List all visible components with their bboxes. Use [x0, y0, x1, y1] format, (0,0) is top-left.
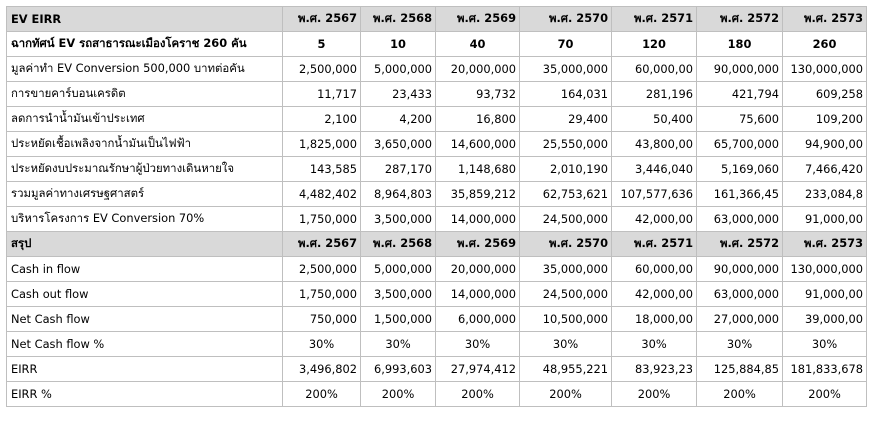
cell-value: 7,466,420 — [783, 157, 867, 182]
row-label: การขายคาร์บอนเครดิต — [7, 82, 283, 107]
cell-value: 27,974,412 — [436, 357, 520, 382]
cell-value: 20,000,000 — [436, 257, 520, 282]
cell-value: 125,884,85 — [697, 357, 783, 382]
cell-value: 233,084,8 — [783, 182, 867, 207]
cell-value: 14,000,000 — [436, 282, 520, 307]
year-header: พ.ศ. 2568 — [361, 232, 436, 257]
cell-value: 40 — [436, 32, 520, 57]
cell-value: 200% — [612, 382, 697, 407]
cell-value: 287,170 — [361, 157, 436, 182]
cell-value: 750,000 — [283, 307, 361, 332]
cell-value: 14,000,000 — [436, 207, 520, 232]
cell-value: 65,700,000 — [697, 132, 783, 157]
cell-value: 5,169,060 — [697, 157, 783, 182]
cell-value: 18,000,00 — [612, 307, 697, 332]
row-label: ฉากทัศน์ EV รถสาธารณะเมืองโคราช 260 คัน — [7, 32, 283, 57]
cell-value: 130,000,000 — [783, 57, 867, 82]
cell-value: 60,000,00 — [612, 57, 697, 82]
cell-value: 30% — [361, 332, 436, 357]
cell-value: 2,010,190 — [520, 157, 612, 182]
year-header: พ.ศ. 2567 — [283, 232, 361, 257]
row-label: Net Cash flow % — [7, 332, 283, 357]
cell-value: 2,100 — [283, 107, 361, 132]
cell-value: 609,258 — [783, 82, 867, 107]
cell-value: 8,964,803 — [361, 182, 436, 207]
cell-value: 109,200 — [783, 107, 867, 132]
cell-value: 3,496,802 — [283, 357, 361, 382]
year-header: พ.ศ. 2573 — [783, 232, 867, 257]
cell-value: 30% — [612, 332, 697, 357]
cell-value: 39,000,00 — [783, 307, 867, 332]
year-header: พ.ศ. 2572 — [697, 232, 783, 257]
table-row — [7, 107, 867, 132]
cell-value: 421,794 — [697, 82, 783, 107]
cell-value: 2,500,000 — [283, 257, 361, 282]
cell-value: 3,500,000 — [361, 207, 436, 232]
section1-header-row — [7, 7, 867, 32]
cell-value: 35,859,212 — [436, 182, 520, 207]
cell-value: 164,031 — [520, 82, 612, 107]
row-label: Cash out flow — [7, 282, 283, 307]
year-header: พ.ศ. 2569 — [436, 7, 520, 32]
year-header: พ.ศ. 2570 — [520, 7, 612, 32]
cell-value: 20,000,000 — [436, 57, 520, 82]
cell-value: 11,717 — [283, 82, 361, 107]
cell-value: 200% — [361, 382, 436, 407]
cell-value: 1,148,680 — [436, 157, 520, 182]
cell-value: 42,000,00 — [612, 207, 697, 232]
cell-value: 30% — [783, 332, 867, 357]
cell-value: 200% — [436, 382, 520, 407]
cell-value: 10,500,000 — [520, 307, 612, 332]
row-label: ประหยัดงบประมาณรักษาผู้ป่วยทางเดินหายใจ — [7, 157, 283, 182]
cell-value: 35,000,000 — [520, 257, 612, 282]
cell-value: 6,000,000 — [436, 307, 520, 332]
year-header: พ.ศ. 2569 — [436, 232, 520, 257]
year-header: พ.ศ. 2570 — [520, 232, 612, 257]
year-header: พ.ศ. 2571 — [612, 7, 697, 32]
cell-value: 143,585 — [283, 157, 361, 182]
cell-value: 50,400 — [612, 107, 697, 132]
table-row — [7, 132, 867, 157]
cell-value: 3,446,040 — [612, 157, 697, 182]
cell-value: 60,000,00 — [612, 257, 697, 282]
cell-value: 1,825,000 — [283, 132, 361, 157]
cell-value: 161,366,45 — [697, 182, 783, 207]
eirr-table — [6, 6, 867, 407]
cell-value: 10 — [361, 32, 436, 57]
cell-value: 5,000,000 — [361, 257, 436, 282]
row-label: มูลค่าทำ EV Conversion 500,000 บาทต่อคัน — [7, 57, 283, 82]
cell-value: 260 — [783, 32, 867, 57]
cell-value: 1,500,000 — [361, 307, 436, 332]
section1-title: EV EIRR — [7, 7, 283, 32]
cell-value: 94,900,00 — [783, 132, 867, 157]
cell-value: 5,000,000 — [361, 57, 436, 82]
cell-value: 35,000,000 — [520, 57, 612, 82]
cell-value: 30% — [283, 332, 361, 357]
cell-value: 181,833,678 — [783, 357, 867, 382]
year-header: พ.ศ. 2568 — [361, 7, 436, 32]
table-row — [7, 57, 867, 82]
cell-value: 62,753,621 — [520, 182, 612, 207]
table-row — [7, 157, 867, 182]
cell-value: 3,650,000 — [361, 132, 436, 157]
cell-value: 200% — [783, 382, 867, 407]
cell-value: 6,993,603 — [361, 357, 436, 382]
table-row — [7, 357, 867, 382]
year-header: พ.ศ. 2572 — [697, 7, 783, 32]
cell-value: 27,000,000 — [697, 307, 783, 332]
year-header: พ.ศ. 2573 — [783, 7, 867, 32]
cell-value: 107,577,636 — [612, 182, 697, 207]
row-label: บริหารโครงการ EV Conversion 70% — [7, 207, 283, 232]
cell-value: 25,550,000 — [520, 132, 612, 157]
row-label: ลดการนำน้ำมันเข้าประเทศ — [7, 107, 283, 132]
table-row — [7, 32, 867, 57]
cell-value: 75,600 — [697, 107, 783, 132]
cell-value: 63,000,000 — [697, 207, 783, 232]
cell-value: 29,400 — [520, 107, 612, 132]
table-row — [7, 257, 867, 282]
table-row — [7, 282, 867, 307]
cell-value: 3,500,000 — [361, 282, 436, 307]
row-label: EIRR — [7, 357, 283, 382]
cell-value: 91,000,00 — [783, 207, 867, 232]
cell-value: 30% — [697, 332, 783, 357]
cell-value: 130,000,000 — [783, 257, 867, 282]
section2-header-row — [7, 232, 867, 257]
year-header: พ.ศ. 2571 — [612, 232, 697, 257]
cell-value: 83,923,23 — [612, 357, 697, 382]
cell-value: 30% — [520, 332, 612, 357]
cell-value: 1,750,000 — [283, 282, 361, 307]
cell-value: 23,433 — [361, 82, 436, 107]
row-label: EIRR % — [7, 382, 283, 407]
cell-value: 48,955,221 — [520, 357, 612, 382]
row-label: ประหยัดเชื้อเพลิงจากน้ำมันเป็นไฟฟ้า — [7, 132, 283, 157]
cell-value: 281,196 — [612, 82, 697, 107]
cell-value: 43,800,00 — [612, 132, 697, 157]
cell-value: 14,600,000 — [436, 132, 520, 157]
cell-value: 2,500,000 — [283, 57, 361, 82]
cell-value: 5 — [283, 32, 361, 57]
cell-value: 93,732 — [436, 82, 520, 107]
row-label: Net Cash flow — [7, 307, 283, 332]
cell-value: 200% — [520, 382, 612, 407]
table-row — [7, 207, 867, 232]
cell-value: 120 — [612, 32, 697, 57]
cell-value: 70 — [520, 32, 612, 57]
table-row — [7, 382, 867, 407]
cell-value: 42,000,00 — [612, 282, 697, 307]
cell-value: 63,000,000 — [697, 282, 783, 307]
cell-value: 24,500,000 — [520, 207, 612, 232]
cell-value: 90,000,000 — [697, 257, 783, 282]
cell-value: 4,200 — [361, 107, 436, 132]
table-row — [7, 332, 867, 357]
cell-value: 1,750,000 — [283, 207, 361, 232]
cell-value: 200% — [697, 382, 783, 407]
table-row — [7, 82, 867, 107]
cell-value: 16,800 — [436, 107, 520, 132]
cell-value: 90,000,000 — [697, 57, 783, 82]
cell-value: 180 — [697, 32, 783, 57]
cell-value: 200% — [283, 382, 361, 407]
year-header: พ.ศ. 2567 — [283, 7, 361, 32]
table-row — [7, 307, 867, 332]
row-label: รวมมูลค่าทางเศรษฐศาสตร์ — [7, 182, 283, 207]
cell-value: 30% — [436, 332, 520, 357]
table-row — [7, 182, 867, 207]
section2-title: สรุป — [7, 232, 283, 257]
cell-value: 24,500,000 — [520, 282, 612, 307]
cell-value: 4,482,402 — [283, 182, 361, 207]
row-label: Cash in flow — [7, 257, 283, 282]
cell-value: 91,000,00 — [783, 282, 867, 307]
